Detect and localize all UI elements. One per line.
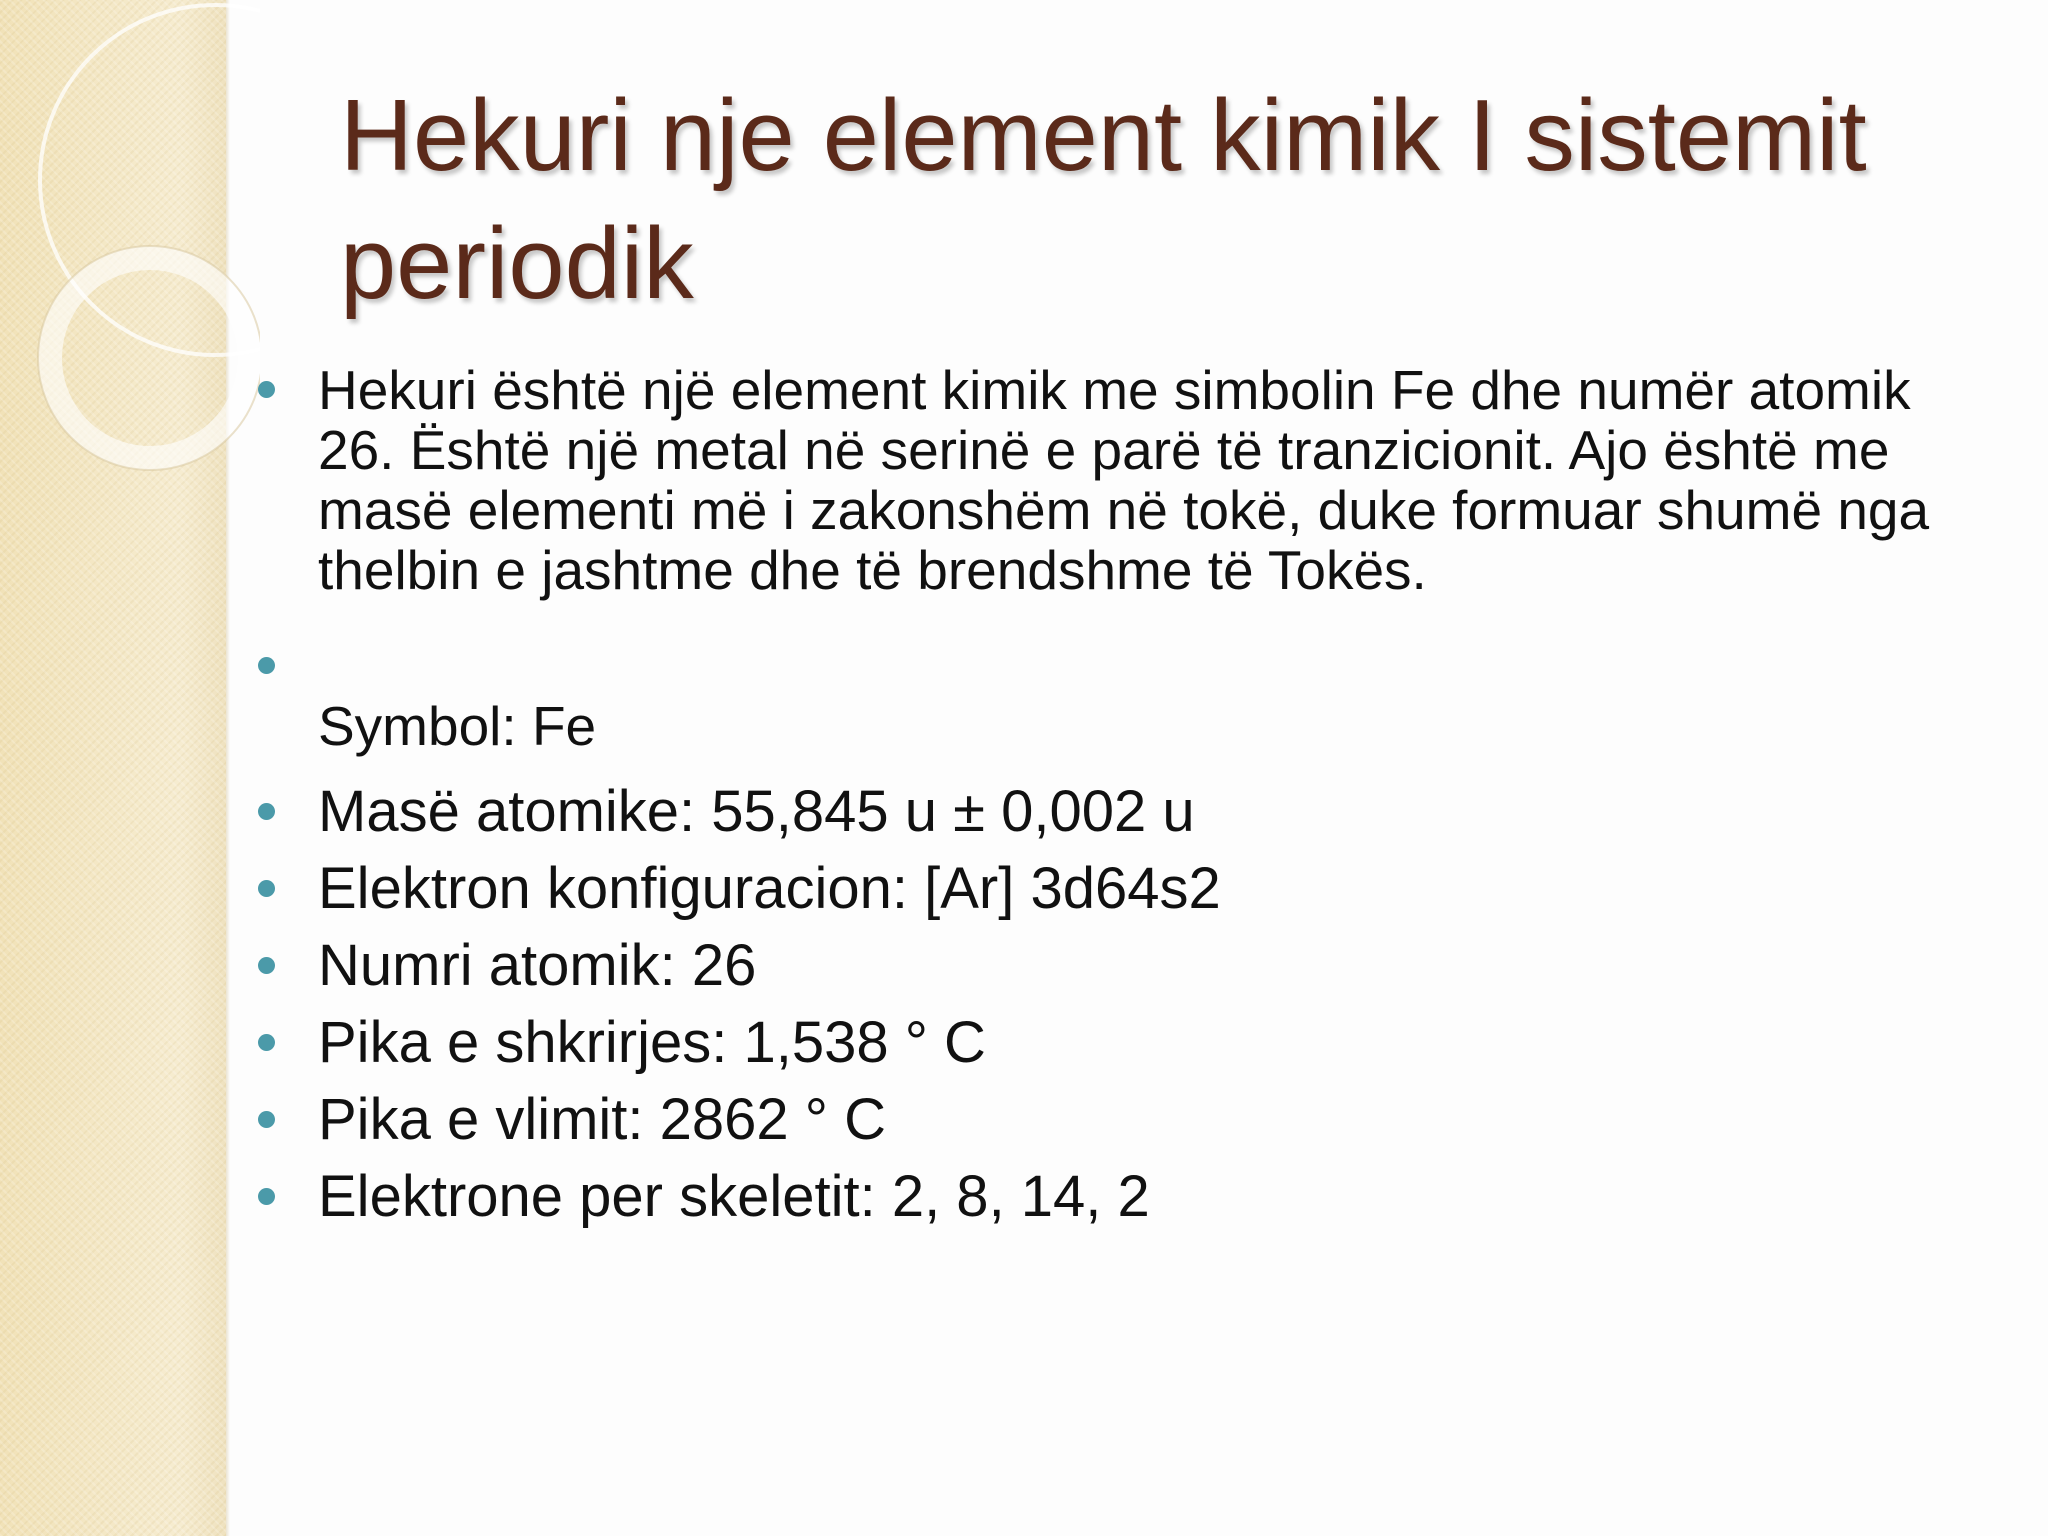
fact-text: Elektron konfiguracion: [Ar] 3d64s2 (318, 856, 1221, 921)
slide-title: Hekuri nje element kimik I sistemit periodik (340, 80, 1867, 320)
bullet-item-symbol (254, 636, 1994, 756)
fact-text: Pika e vlimit: 2862 ° C (318, 1087, 886, 1152)
fact-text: Pika e shkrirjes: 1,538 ° C (318, 1010, 986, 1075)
bullet-item-atomic-mass (254, 773, 1994, 850)
bullet-item-electrons-per-shell (254, 1158, 1994, 1235)
bullet-list (254, 360, 1994, 1235)
medium-ring (50, 258, 250, 458)
fact-text: Elektrone per skeletit: 2, 8, 14, 2 (318, 1164, 1150, 1229)
bullet-dot-icon (258, 957, 275, 974)
bullet-item-atomic-number (254, 927, 1994, 1004)
bullet-dot-icon (258, 1188, 275, 1205)
fact-text: Symbol: Fe (318, 695, 597, 757)
bullet-item-melting-point (254, 1004, 1994, 1081)
description-text: Hekuri është një element kimik me simbolin Fe dhe numër atomik 26. Është një metal në serinë e parë të tranzicionit. Ajo është me masë elementi më i zakonshëm në tokë, duke formuar shumë nga thelbin e jashtme dhe të brendshme të Tokës. (318, 359, 1930, 601)
bullet-dot-icon (258, 657, 275, 674)
fact-text: Masë atomike: 55,845 u ± 0,002 u (318, 779, 1195, 844)
bullet-item-description (254, 360, 1994, 600)
bullet-dot-icon (258, 803, 275, 820)
fact-text: Numri atomik: 26 (318, 933, 757, 998)
bullet-item-boiling-point (254, 1081, 1994, 1158)
bullet-dot-icon (258, 1111, 275, 1128)
bullet-dot-icon (258, 381, 275, 398)
bullet-item-electron-configuration (254, 850, 1994, 927)
bullet-dot-icon (258, 880, 275, 897)
decorative-rings (0, 0, 260, 520)
bullet-dot-icon (258, 1034, 275, 1051)
